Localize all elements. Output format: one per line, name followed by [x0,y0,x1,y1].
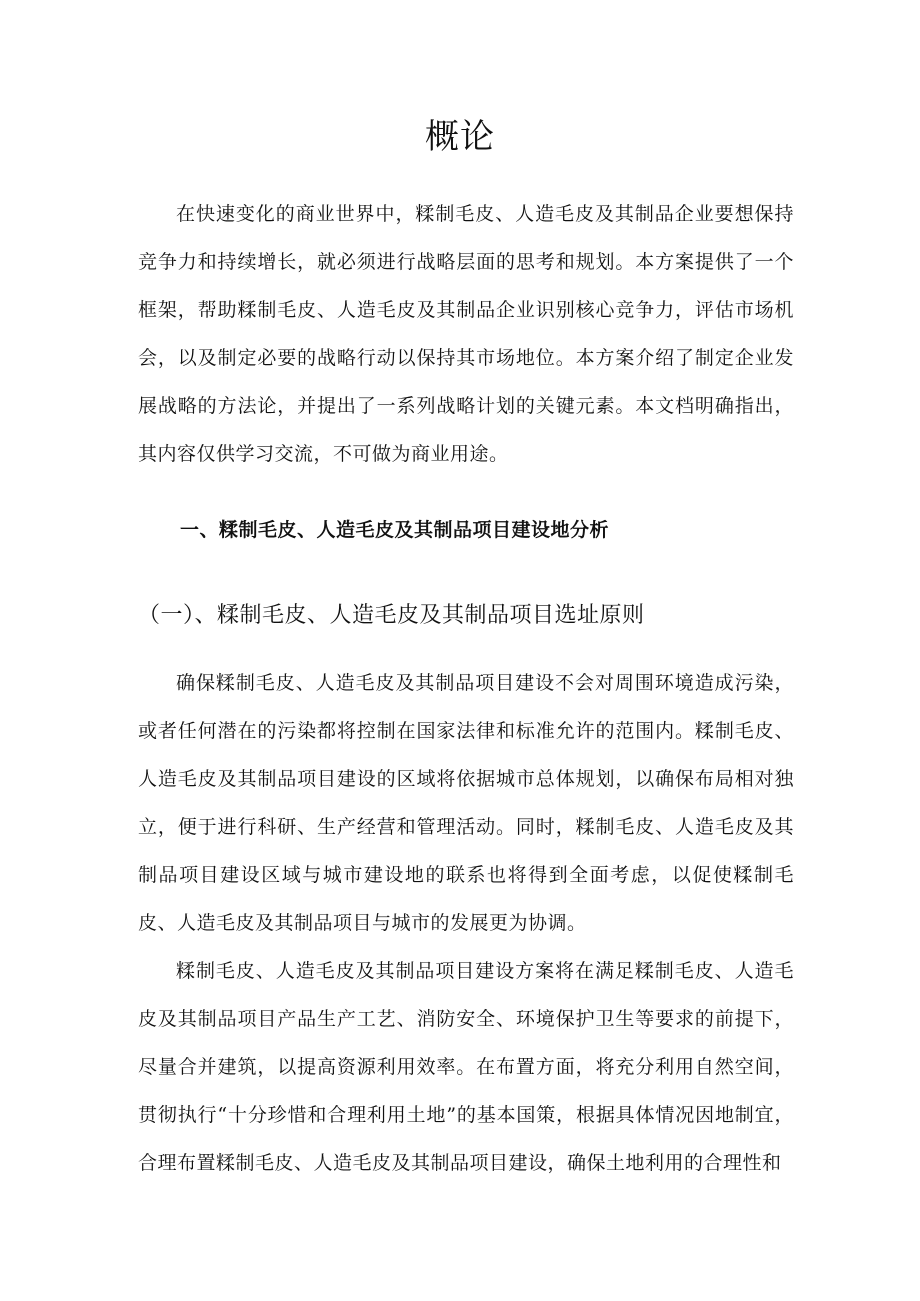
subsection-heading: （一）、糅制毛皮、人造毛皮及其制品项目选址原则 [138,603,645,628]
intro-paragraph: 在快速变化的商业世界中，糅制毛皮、人造毛皮及其制品企业要想保持竞争力和持续增长，就必须进行战略层面的思考和规划。本方案提供了一个框架，帮助糅制毛皮、人造毛皮及其制品企业识别核心竞争力，评估市场机会，以及制定必要的战略行动以保持其市场地位。本方案介绍了制定企业发展战略的方法论，并提出了一系列战略计划的关键元素。本文档明确指出，其内容仅供学习交流，不可做为商业用途。 [138,203,794,465]
body-paragraph-1: 确保糅制毛皮、人造毛皮及其制品项目建设不会对周围环境造成污染，或者任何潜在的污染都将控制在国家法律和标准允许的范围内。糅制毛皮、人造毛皮及其制品项目建设的区域将依据城市总体规划，以确保布局相对独立，便于进行科研、生产经营和管理活动。同时，糅制毛皮、人造毛皮及其制品项目建设区域与城市建设地的联系也将得到全面考虑，以促使糅制毛皮、人造毛皮及其制品项目与城市的发展更为协调。 [138,672,794,934]
body-paragraph-2: 糅制毛皮、人造毛皮及其制品项目建设方案将在满足糅制毛皮、人造毛皮及其制品项目产品生产工艺、消防安全、环境保护卫生等要求的前提下，尽量合并建筑，以提高资源利用效率。在布置方面，将充分利用自然空间，贯彻执行“十分珍惜和合理利用土地”的基本国策，根据具体情况因地制宜，合理布置糅制毛皮、人造毛皮及其制品项目建设，确保土地利用的合理性和 [138,960,794,1174]
section-heading: 一、糅制毛皮、人造毛皮及其制品项目建设地分析 [180,519,610,541]
document-title: 概论 [425,117,495,157]
